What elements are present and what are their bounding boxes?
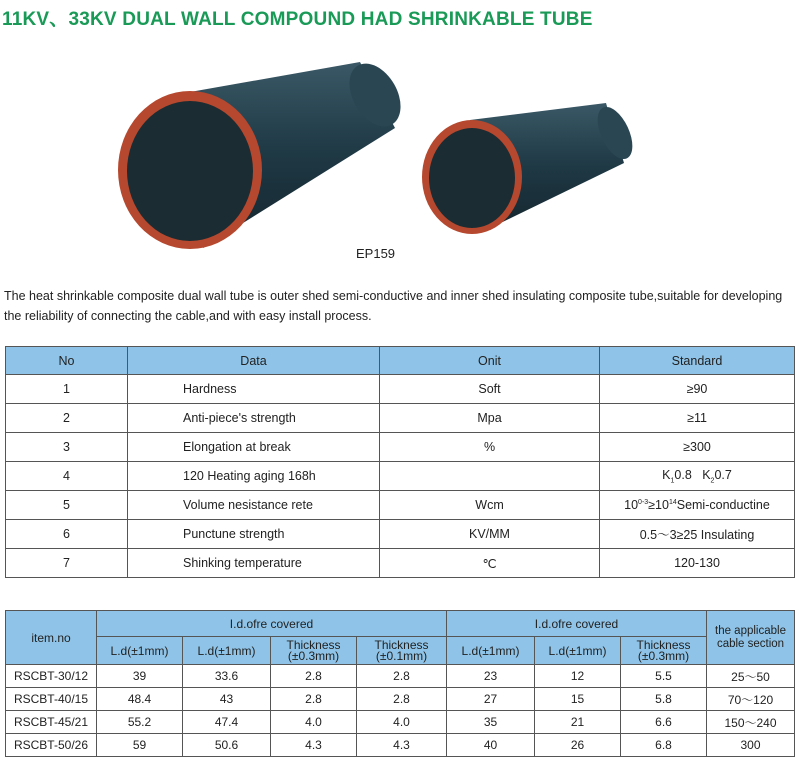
cell-unit [380,462,600,491]
cell-standard: ≥300 [600,433,795,462]
table-cell: 4.0 [357,711,447,734]
large-tube-image [118,55,411,249]
cell-unit: ℃ [380,549,600,578]
subscript: 1 [670,477,675,485]
col-header-standard: Standard [600,347,795,375]
col-header-item: item.no [6,611,97,665]
table-cell: 2.8 [271,665,357,688]
cell-unit: Wcm [380,491,600,520]
table-cell: 70～120 [707,688,795,711]
table-cell: 15 [535,688,621,711]
value-tail: Semi-conductine [676,498,770,512]
value-base: 10 [624,498,639,512]
table-row [6,520,795,549]
cell-item-no: RSCBT-45/21 [6,711,97,734]
table-cell: 21 [535,711,621,734]
spec-table [5,346,795,578]
cell-data: Elongation at break [128,433,380,462]
table-cell: 23 [447,665,535,688]
table-cell: 48.4 [97,688,183,711]
cell-unit: Soft [380,375,600,404]
cell-data: Shinking temperature [128,549,380,578]
cell-standard: 0.5～3≥25 Insulating [600,520,795,549]
tube-photo [0,40,800,270]
table-cell: 6.6 [621,711,707,734]
size-table [5,610,795,757]
sub-header: Thickness (±0.1mm) [357,637,447,665]
table-cell: 43 [183,688,271,711]
table-cell: 4.3 [271,734,357,757]
cell-standard [600,462,795,491]
description-text: The heat shrinkable composite dual wall tube is outer shed semi-conductive and inner shed insulating composite tube,suitable for developing the reliability of connecting the cable,and with easy install process. [4,289,783,323]
cell-no: 3 [6,433,128,462]
size-subheader-row [6,637,795,665]
cell-standard [600,491,795,520]
table-cell: 55.2 [97,711,183,734]
k-value: 0.8 [674,467,692,482]
cell-no: 6 [6,520,128,549]
cell-unit: % [380,433,600,462]
size-header-row [6,611,795,637]
small-tube-image [422,102,640,234]
sub-header: L.d(±1mm) [183,637,271,665]
table-row [6,433,795,462]
col-header-data: Data [128,347,380,375]
sub-header: L.d(±1mm) [535,637,621,665]
table-cell: 4.3 [357,734,447,757]
col-header-cable-section: the applicable cable section [707,611,795,665]
table-row [6,375,795,404]
table-cell: 50.6 [183,734,271,757]
table-row [6,711,795,734]
table-row [6,665,795,688]
k-symbol: K [702,467,711,482]
photo-caption: EP159 [356,246,396,261]
subscript: 2 [710,477,715,485]
table-cell: 2.8 [357,665,447,688]
table-row [6,491,795,520]
cell-no: 7 [6,549,128,578]
table-row [6,549,795,578]
table-cell: 2.8 [357,688,447,711]
cell-item-no: RSCBT-30/12 [6,665,97,688]
group-header: I.d.ofre covered [97,611,447,637]
sub-header: L.d(±1mm) [447,637,535,665]
cell-standard: ≥90 [600,375,795,404]
cell-data: Punctune strength [128,520,380,549]
table-cell: 300 [707,734,795,757]
table-cell: 27 [447,688,535,711]
k-symbol: K [662,467,671,482]
superscript: 14 [668,498,677,506]
table-cell: 47.4 [183,711,271,734]
table-row [6,404,795,433]
cell-standard: ≥11 [600,404,795,433]
sub-header: Thickness (±0.3mm) [621,637,707,665]
cell-no: 5 [6,491,128,520]
table-row [6,734,795,757]
table-cell: 2.8 [271,688,357,711]
table-cell: 26 [535,734,621,757]
cell-unit: Mpa [380,404,600,433]
value-mid: ≥10 [648,498,669,512]
cell-data: Volume nesistance rete [128,491,380,520]
col-header-unit: Onit [380,347,600,375]
superscript: 0-3 [638,498,649,506]
cell-standard: 120-130 [600,549,795,578]
cell-no: 4 [6,462,128,491]
table-cell: 39 [97,665,183,688]
sub-header: Thickness (±0.3mm) [271,637,357,665]
cell-item-no: RSCBT-50/26 [6,734,97,757]
table-cell: 25～50 [707,665,795,688]
table-cell: 33.6 [183,665,271,688]
table-cell: 5.5 [621,665,707,688]
table-cell: 40 [447,734,535,757]
cell-data: 120 Heating aging 168h [128,462,380,491]
cell-data: Hardness [128,375,380,404]
cell-item-no: RSCBT-40/15 [6,688,97,711]
table-cell: 6.8 [621,734,707,757]
table-cell: 5.8 [621,688,707,711]
table-cell: 150～240 [707,711,795,734]
col-header-no: No [6,347,128,375]
cell-no: 2 [6,404,128,433]
sub-header: L.d(±1mm) [97,637,183,665]
cell-no: 1 [6,375,128,404]
table-cell: 59 [97,734,183,757]
table-row [6,462,795,491]
page-title: 11KV、33KV DUAL WALL COMPOUND HAD SHRINKABLE TUBE [2,9,593,30]
cell-unit: KV/MM [380,520,600,549]
table-cell: 12 [535,665,621,688]
size-table-body [6,665,795,757]
spec-header-row [6,347,795,375]
table-cell: 35 [447,711,535,734]
table-row [6,688,795,711]
table-cell: 4.0 [271,711,357,734]
cell-data: Anti-piece's strength [128,404,380,433]
k-value: 0.7 [714,467,732,482]
group-header: I.d.ofre covered [447,611,707,637]
